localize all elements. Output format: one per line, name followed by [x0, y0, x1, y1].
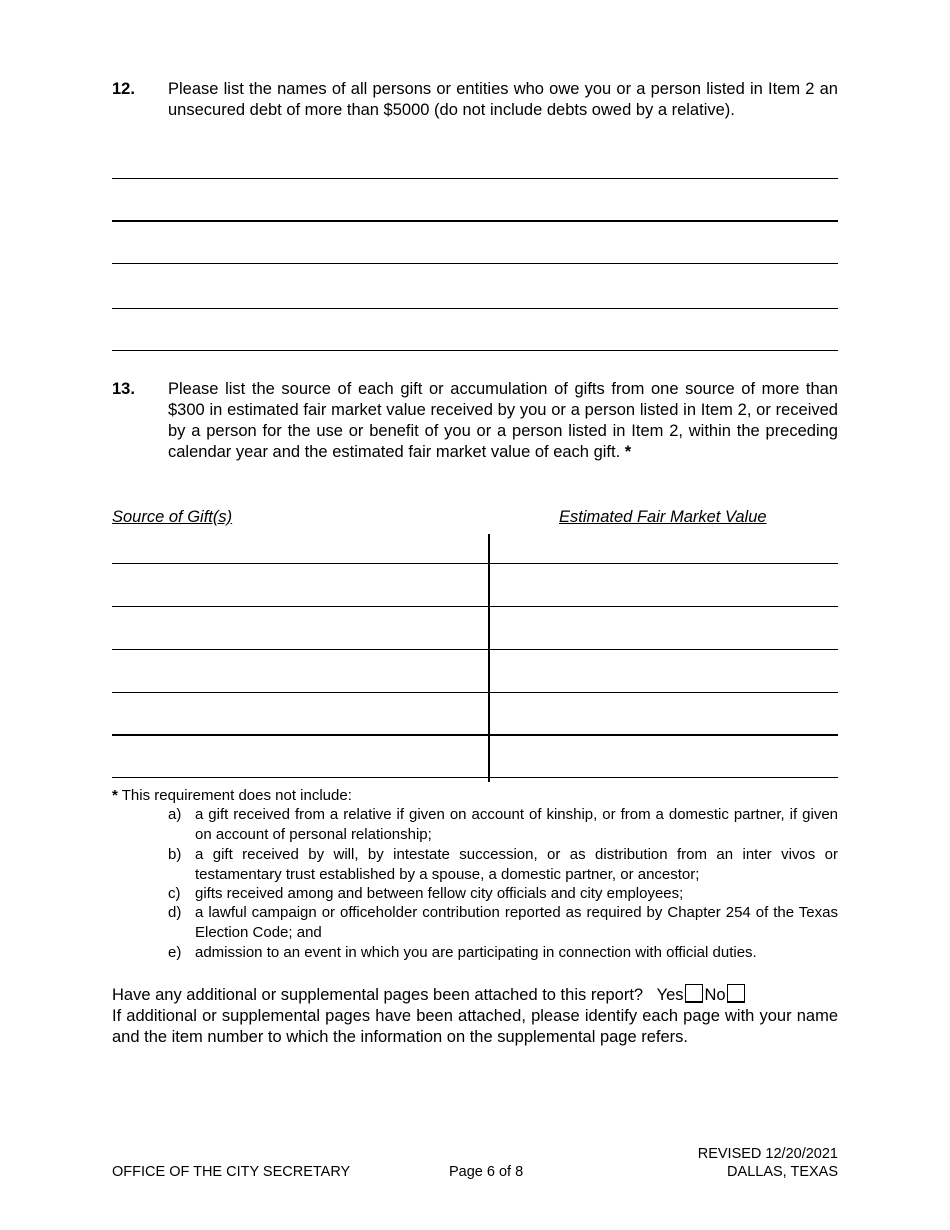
answer-line[interactable]	[112, 263, 838, 264]
exclusions-intro-text: This requirement does not include:	[121, 787, 352, 804]
footer-office: OFFICE OF THE CITY SECRETARY	[112, 1164, 351, 1180]
footer-location: DALLAS, TEXAS	[727, 1164, 838, 1180]
supplemental-question-row	[112, 984, 838, 1006]
answer-line[interactable]	[112, 178, 838, 179]
exclusion-text: a lawful campaign or officeholder contribution reported as required by Chapter 254 of the Texas Election Code; and	[195, 904, 838, 941]
exclusion-item-b	[168, 845, 838, 884]
gift-table-divider	[488, 534, 490, 782]
exclusion-text: a gift received by will, by intestate succession, or as distribution from an inter vivos or testamentary trust established by a spouse, a domestic partner, or ancestor;	[195, 846, 838, 883]
exclusion-text: a gift received from a relative if given on account of kinship, or from a domestic partner, if given on account of personal relationship;	[195, 806, 838, 843]
answer-line[interactable]	[112, 308, 838, 309]
exclusions-asterisk: *	[112, 787, 118, 804]
exclusion-label: c)	[168, 885, 181, 902]
item-13-text	[168, 379, 838, 463]
item-13-asterisk: *	[624, 443, 632, 461]
gift-row-line[interactable]	[112, 606, 838, 607]
yes-checkbox[interactable]	[685, 984, 703, 1003]
exclusion-label: b)	[168, 846, 182, 863]
gift-row-line[interactable]	[112, 734, 838, 736]
answer-line[interactable]	[112, 220, 838, 222]
no-checkbox[interactable]	[727, 984, 745, 1003]
gift-row-line[interactable]	[112, 649, 838, 650]
item-12-text: Please list the names of all persons or entities who owe you or a person listed in Item 2 an unsecured debt of more than $5000 (do not include debts owed by a relative).	[168, 80, 838, 119]
footer-revised: REVISED 12/20/2021	[697, 1146, 838, 1162]
footer-page-number: Page 6 of 8	[449, 1164, 524, 1180]
exclusion-item-d	[168, 903, 838, 942]
gift-row-line[interactable]	[112, 563, 838, 564]
supplemental-question: Have any additional or supplemental pages been attached to this report?	[112, 986, 644, 1004]
item-13-body: Please list the source of each gift or accumulation of gifts from one source of more than $300 in estimated fair market value received by you or a person listed in Item 2, or received by a person for the use or benefit of you or a person listed in Item 2, within the preceding calendar year and the estimated fair market value of each gift.	[168, 380, 838, 461]
yes-label: Yes	[656, 986, 684, 1004]
exclusions-intro	[112, 786, 352, 806]
exclusion-item-c	[168, 884, 838, 904]
exclusion-label: d)	[168, 904, 182, 921]
exclusion-item-a	[168, 805, 838, 844]
column-header-value: Estimated Fair Market Value	[559, 508, 767, 526]
no-label: No	[704, 986, 726, 1004]
exclusion-text: gifts received among and between fellow city officials and city employees;	[195, 885, 684, 902]
supplemental-instructions: If additional or supplemental pages have been attached, please identify each page with your name and the item number to which the information on the supplemental page refers.	[112, 1007, 838, 1046]
exclusion-label: e)	[168, 944, 182, 961]
column-header-source: Source of Gift(s)	[112, 508, 233, 526]
answer-line[interactable]	[112, 350, 838, 351]
item-12-number: 12.	[112, 80, 135, 98]
exclusion-item-e	[168, 943, 838, 963]
item-13-number: 13.	[112, 380, 135, 398]
gift-row-line[interactable]	[112, 777, 838, 778]
supplemental-section	[112, 984, 838, 1048]
exclusion-label: a)	[168, 806, 182, 823]
gift-row-line[interactable]	[112, 692, 838, 693]
exclusion-text: admission to an event in which you are participating in connection with official duties.	[195, 944, 757, 961]
